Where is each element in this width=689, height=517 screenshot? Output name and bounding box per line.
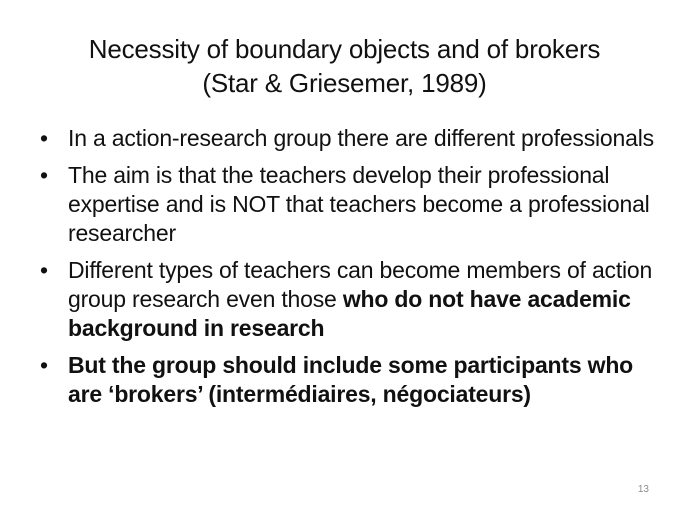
page-number: 13 [637,484,649,495]
bullet-bold-text: But the group should include some participants who are ‘brokers’ (intermédiaires, négociateurs) [68,352,634,407]
title-line-1: Necessity of boundary objects and of brokers [88,34,601,64]
bullet-list [40,124,660,417]
bullet-marker: • [40,352,48,378]
bullet-item-2 [40,161,660,248]
bullet-bold-text: who do not have academic background in research [68,286,631,341]
bullet-marker: • [40,162,48,188]
bullet-marker: • [40,125,48,151]
bullet-text: Different types of teachers can become members of action group research even those [68,257,653,312]
bullet-text: The aim is that the teachers develop their professional expertise and is NOT that teachers become a professional researcher [68,162,650,246]
slide-title [40,32,649,100]
bullet-item-3 [40,256,660,343]
title-line-2: (Star & Griesemer, 1989) [202,68,487,98]
bullet-marker: • [40,257,48,283]
bullet-item-1 [40,124,660,153]
bullet-text: In a action-research group there are different professionals [68,125,654,151]
bullet-item-4 [40,351,660,409]
